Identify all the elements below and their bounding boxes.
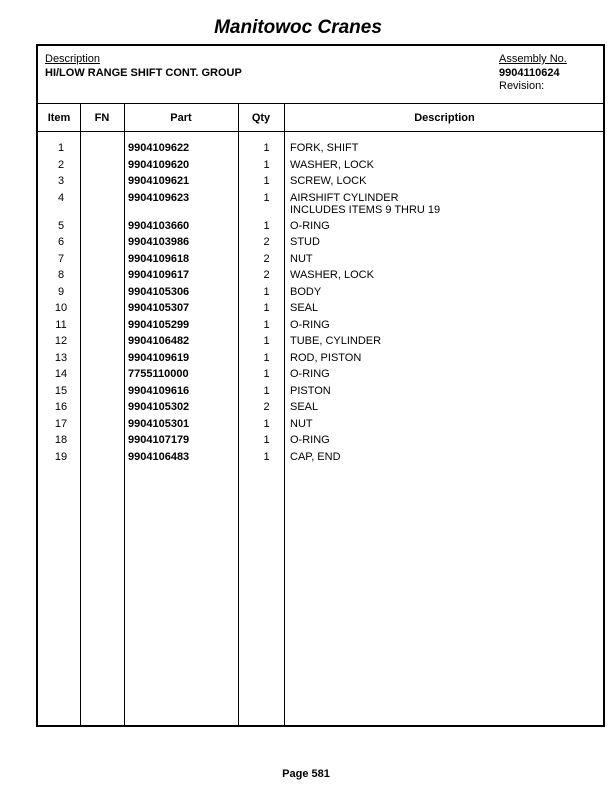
description-block bbox=[45, 53, 242, 80]
quantity: 1 bbox=[263, 351, 270, 364]
quantity: 1 bbox=[263, 450, 270, 463]
item-number: 16 bbox=[54, 401, 68, 413]
item-number: 8 bbox=[57, 269, 65, 281]
table-row bbox=[38, 385, 603, 402]
part-description: PISTON bbox=[290, 384, 331, 397]
part-number: 9904109621 bbox=[128, 175, 190, 187]
item-number: 12 bbox=[54, 335, 68, 347]
description-value: HI/LOW RANGE SHIFT CONT. GROUP bbox=[45, 66, 242, 79]
item-number: 2 bbox=[57, 158, 65, 171]
part-number: 9904109617 bbox=[128, 269, 190, 281]
part-description: NUT bbox=[290, 252, 313, 265]
quantity: 1 bbox=[263, 142, 270, 154]
item-number: 11 bbox=[55, 318, 67, 331]
table-row bbox=[38, 352, 603, 369]
assembly-block bbox=[499, 53, 567, 94]
quantity: 1 bbox=[263, 191, 270, 204]
part-description: TUBE, CYLINDER bbox=[290, 335, 382, 347]
table-row bbox=[38, 451, 603, 468]
part-number: 9904103986 bbox=[128, 236, 190, 248]
part-number: 9904105306 bbox=[128, 285, 190, 298]
part-number: 9904107179 bbox=[128, 434, 190, 446]
item-number: 5 bbox=[57, 219, 65, 232]
part-description: SEAL bbox=[290, 401, 319, 413]
brand-title: Manitowoc Cranes bbox=[214, 17, 382, 38]
part-number: 9904106482 bbox=[128, 335, 190, 347]
table-row bbox=[38, 192, 603, 220]
part-number: 9904109616 bbox=[128, 384, 190, 397]
table-row bbox=[38, 368, 603, 385]
quantity: 1 bbox=[263, 417, 270, 430]
item-number: 9 bbox=[57, 285, 65, 298]
item-number: 13 bbox=[54, 351, 68, 364]
quantity: 2 bbox=[263, 252, 270, 265]
part-description-note: INCLUDES ITEMS 9 THRU 19 bbox=[290, 203, 441, 216]
column-header-description: Description bbox=[414, 112, 475, 124]
quantity: 1 bbox=[263, 158, 270, 171]
part-number: 9904106483 bbox=[128, 450, 190, 463]
part-number: 9904109620 bbox=[128, 158, 190, 171]
item-number: 7 bbox=[57, 252, 65, 265]
part-number: 7755110000 bbox=[128, 368, 189, 380]
part-description: WASHER, LOCK bbox=[290, 269, 374, 281]
part-number: 9904109623 bbox=[128, 191, 190, 204]
parts-rows bbox=[38, 142, 603, 467]
table-row bbox=[38, 418, 603, 435]
quantity: 2 bbox=[263, 401, 270, 413]
item-number: 1 bbox=[57, 142, 65, 154]
quantity: 1 bbox=[263, 384, 270, 397]
quantity: 1 bbox=[263, 368, 270, 380]
part-description: O-RING bbox=[290, 318, 330, 331]
item-number: 19 bbox=[54, 450, 68, 463]
table-row bbox=[38, 302, 603, 319]
part-description: FORK, SHIFT bbox=[290, 142, 359, 154]
part-number: 9904105302 bbox=[128, 401, 190, 413]
part-number: 9904109619 bbox=[128, 351, 190, 364]
part-number: 9904109618 bbox=[128, 252, 190, 265]
part-description: STUD bbox=[290, 236, 320, 248]
parts-list-frame bbox=[36, 44, 605, 727]
table-row bbox=[38, 286, 603, 303]
item-number: 17 bbox=[54, 417, 68, 430]
item-number: 3 bbox=[57, 175, 65, 187]
column-header-fn: FN bbox=[94, 112, 110, 124]
part-description: O-RING bbox=[290, 368, 330, 380]
quantity: 1 bbox=[263, 335, 270, 347]
table-row bbox=[38, 253, 603, 270]
part-number: 9904105307 bbox=[128, 302, 190, 314]
quantity: 1 bbox=[263, 302, 270, 314]
column-header-part: Part bbox=[170, 112, 192, 124]
item-number: 15 bbox=[54, 384, 68, 397]
part-description: SCREW, LOCK bbox=[290, 175, 367, 187]
table-row bbox=[38, 269, 603, 286]
table-row bbox=[38, 236, 603, 253]
assembly-label: Assembly No. bbox=[499, 53, 567, 65]
part-description: O-RING bbox=[290, 219, 330, 232]
part-number: 9904105299 bbox=[128, 318, 190, 331]
table-row bbox=[38, 434, 603, 451]
column-header-item: Item bbox=[47, 112, 71, 124]
part-description: NUT bbox=[290, 417, 313, 430]
column-headers bbox=[38, 104, 603, 132]
table-row bbox=[38, 335, 603, 352]
table-row bbox=[38, 175, 603, 192]
part-number: 9904103660 bbox=[128, 219, 190, 232]
revision-label: Revision: bbox=[499, 80, 545, 92]
quantity: 1 bbox=[263, 175, 270, 187]
item-number: 4 bbox=[57, 191, 65, 204]
part-description: AIRSHIFT CYLINDER bbox=[290, 191, 399, 204]
table-row bbox=[38, 142, 603, 159]
assembly-header bbox=[38, 46, 603, 104]
part-description: SEAL bbox=[290, 302, 319, 314]
page-number: Page 581 bbox=[282, 768, 330, 780]
part-description: O-RING bbox=[290, 434, 330, 446]
description-label: Description bbox=[45, 53, 101, 65]
part-number: 9904105301 bbox=[128, 417, 190, 430]
item-number: 14 bbox=[54, 368, 68, 380]
quantity: 1 bbox=[263, 434, 270, 446]
part-description: CAP, END bbox=[290, 450, 341, 463]
part-description: ROD, PISTON bbox=[290, 351, 362, 364]
quantity: 2 bbox=[263, 236, 270, 248]
item-number: 10 bbox=[54, 302, 68, 314]
item-number: 6 bbox=[57, 236, 65, 248]
column-header-qty: Qty bbox=[251, 112, 271, 124]
part-description: WASHER, LOCK bbox=[290, 158, 374, 171]
quantity: 1 bbox=[263, 318, 270, 331]
table-row bbox=[38, 159, 603, 176]
table-row bbox=[38, 319, 603, 336]
quantity: 1 bbox=[263, 285, 270, 298]
table-row bbox=[38, 220, 603, 237]
part-description: BODY bbox=[290, 285, 322, 298]
part-number: 9904109622 bbox=[128, 142, 190, 154]
quantity: 2 bbox=[263, 269, 270, 281]
table-row bbox=[38, 401, 603, 418]
item-number: 18 bbox=[54, 434, 68, 446]
assembly-value: 9904110624 bbox=[499, 66, 560, 79]
quantity: 1 bbox=[263, 219, 270, 232]
